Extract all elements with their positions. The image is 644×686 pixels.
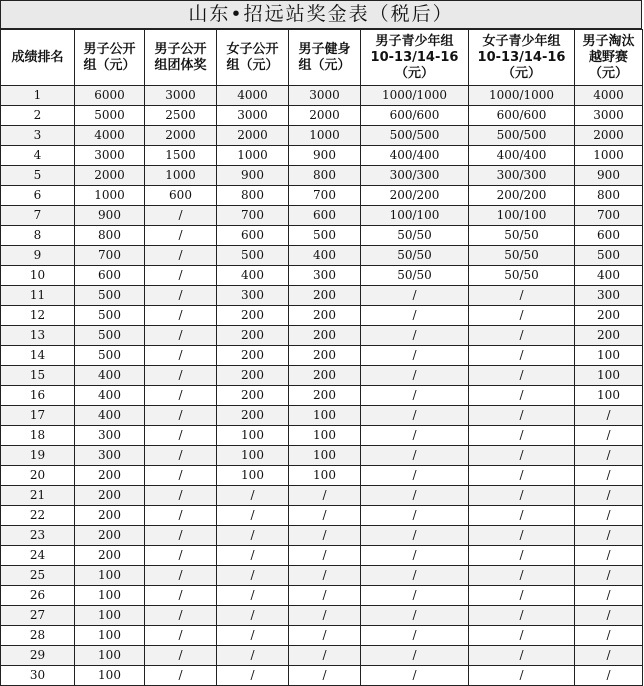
prize-cell: 500/500 [469, 126, 575, 146]
prize-cell: 1000/1000 [361, 86, 469, 106]
prize-cell: / [575, 466, 643, 486]
prize-cell: 6000 [75, 86, 145, 106]
rank-cell: 1 [1, 86, 75, 106]
rank-cell: 19 [1, 446, 75, 466]
table-row [1, 346, 643, 366]
prize-cell: 50/50 [361, 266, 469, 286]
prize-cell: / [361, 426, 469, 446]
prize-cell: 700 [217, 206, 289, 226]
prize-cell: 300/300 [361, 166, 469, 186]
table-row [1, 546, 643, 566]
prize-cell: 200/200 [469, 186, 575, 206]
prize-cell: / [289, 586, 361, 606]
prize-cell: 50/50 [361, 226, 469, 246]
prize-cell: 200 [75, 506, 145, 526]
prize-cell: 100 [75, 666, 145, 686]
prize-cell: 300 [575, 286, 643, 306]
prize-cell: 4000 [75, 126, 145, 146]
prize-cell: 400 [575, 266, 643, 286]
prize-cell: 100 [289, 406, 361, 426]
prize-cell: / [575, 546, 643, 566]
prize-cell: 600 [217, 226, 289, 246]
prize-cell: / [289, 646, 361, 666]
table-row [1, 646, 643, 666]
prize-cell: / [469, 546, 575, 566]
column-header: 女子青少年组 10-13/14-16 （元） [469, 30, 575, 86]
prize-cell: / [469, 506, 575, 526]
rank-cell: 30 [1, 666, 75, 686]
prize-cell: 800 [75, 226, 145, 246]
prize-cell: 200 [289, 366, 361, 386]
prize-cell: / [361, 586, 469, 606]
column-header: 女子公开 组（元） [217, 30, 289, 86]
prize-cell: / [145, 626, 217, 646]
prize-cell: / [289, 546, 361, 566]
prize-cell: 200 [217, 366, 289, 386]
rank-cell: 8 [1, 226, 75, 246]
prize-cell: 400 [75, 366, 145, 386]
prize-cell: 3000 [217, 106, 289, 126]
prize-cell: / [469, 626, 575, 646]
rank-cell: 10 [1, 266, 75, 286]
prize-cell: 100/100 [469, 206, 575, 226]
prize-cell: 100 [575, 366, 643, 386]
prize-cell: 100 [289, 446, 361, 466]
prize-cell: 100 [289, 426, 361, 446]
rank-cell: 14 [1, 346, 75, 366]
prize-cell: 600 [75, 266, 145, 286]
prize-cell: 2000 [575, 126, 643, 146]
page-title: 山东•招远站奖金表（税后） [1, 1, 641, 29]
prize-cell: 800 [289, 166, 361, 186]
prize-cell: 500 [575, 246, 643, 266]
prize-cell: 100 [575, 386, 643, 406]
prize-cell: / [469, 666, 575, 686]
prize-cell: 500 [75, 326, 145, 346]
prize-cell: 500 [75, 306, 145, 326]
prize-cell: / [145, 366, 217, 386]
prize-cell: 100 [75, 606, 145, 626]
prize-cell: / [469, 566, 575, 586]
prize-cell: / [575, 486, 643, 506]
prize-cell: 200 [75, 526, 145, 546]
prize-cell: 50/50 [361, 246, 469, 266]
prize-cell: 2000 [75, 166, 145, 186]
prize-cell: 300 [75, 426, 145, 446]
prize-cell: / [217, 626, 289, 646]
prize-cell: 600 [575, 226, 643, 246]
rank-cell: 6 [1, 186, 75, 206]
prize-cell: / [145, 586, 217, 606]
prize-cell: / [289, 566, 361, 586]
table-row [1, 186, 643, 206]
prize-cell: / [361, 466, 469, 486]
prize-cell: / [469, 366, 575, 386]
rank-cell: 17 [1, 406, 75, 426]
prize-cell: / [289, 506, 361, 526]
prize-cell: 800 [217, 186, 289, 206]
table-body [1, 86, 643, 686]
prize-cell: / [217, 566, 289, 586]
table-row [1, 226, 643, 246]
prize-cell: 400 [289, 246, 361, 266]
prize-cell: / [217, 646, 289, 666]
prize-cell: / [145, 506, 217, 526]
prize-cell: / [361, 666, 469, 686]
prize-cell: 200/200 [361, 186, 469, 206]
prize-cell: / [469, 286, 575, 306]
prize-cell: 1000 [289, 126, 361, 146]
prize-cell: 400 [75, 406, 145, 426]
prize-cell: / [575, 506, 643, 526]
prize-cell: / [361, 526, 469, 546]
prize-cell: / [145, 666, 217, 686]
rank-cell: 29 [1, 646, 75, 666]
column-header: 男子公开 组团体奖 [145, 30, 217, 86]
prize-cell: 700 [75, 246, 145, 266]
rank-cell: 22 [1, 506, 75, 526]
prize-cell: / [145, 326, 217, 346]
table-row [1, 506, 643, 526]
table-row [1, 206, 643, 226]
prize-cell: / [361, 626, 469, 646]
rank-cell: 21 [1, 486, 75, 506]
prize-cell: 500 [289, 226, 361, 246]
prize-cell: 300/300 [469, 166, 575, 186]
prize-cell: 600/600 [361, 106, 469, 126]
prize-cell: / [217, 486, 289, 506]
table-row [1, 86, 643, 106]
table-row [1, 566, 643, 586]
prize-cell: / [469, 446, 575, 466]
prize-cell: / [361, 486, 469, 506]
table-row [1, 446, 643, 466]
prize-cell: / [575, 586, 643, 606]
table-row [1, 606, 643, 626]
rank-cell: 27 [1, 606, 75, 626]
prize-cell: / [145, 266, 217, 286]
prize-cell: / [469, 386, 575, 406]
table-row [1, 366, 643, 386]
prize-cell: / [217, 666, 289, 686]
prize-cell: 100 [75, 646, 145, 666]
prize-cell: / [469, 586, 575, 606]
prize-cell: / [575, 406, 643, 426]
prize-cell: / [145, 546, 217, 566]
table-row [1, 586, 643, 606]
prize-cell: 100 [75, 626, 145, 646]
prize-cell: 50/50 [469, 266, 575, 286]
prize-cell: / [361, 346, 469, 366]
prize-cell: / [145, 346, 217, 366]
prize-cell: / [361, 386, 469, 406]
table-row [1, 386, 643, 406]
prize-cell: / [145, 246, 217, 266]
prize-cell: 500 [217, 246, 289, 266]
rank-cell: 4 [1, 146, 75, 166]
prize-cell: 200 [575, 326, 643, 346]
prize-cell: 900 [575, 166, 643, 186]
prize-cell: 4000 [217, 86, 289, 106]
rank-cell: 7 [1, 206, 75, 226]
prize-cell: / [361, 366, 469, 386]
prize-cell: / [145, 526, 217, 546]
prize-cell: 2500 [145, 106, 217, 126]
prize-cell: / [575, 606, 643, 626]
prize-cell: / [575, 446, 643, 466]
prize-cell: 3000 [289, 86, 361, 106]
prize-cell: / [289, 486, 361, 506]
prize-cell: 1000 [575, 146, 643, 166]
prize-cell: / [145, 226, 217, 246]
rank-cell: 24 [1, 546, 75, 566]
table-row [1, 166, 643, 186]
rank-cell: 2 [1, 106, 75, 126]
prize-cell: / [575, 566, 643, 586]
prize-cell: / [361, 446, 469, 466]
prize-cell: 1000/1000 [469, 86, 575, 106]
rank-cell: 15 [1, 366, 75, 386]
prize-cell: / [145, 386, 217, 406]
prize-cell: / [469, 326, 575, 346]
rank-cell: 23 [1, 526, 75, 546]
prize-cell: 700 [289, 186, 361, 206]
prize-cell: / [469, 606, 575, 626]
prize-cell: 900 [75, 206, 145, 226]
table-row [1, 486, 643, 506]
table-row [1, 146, 643, 166]
prize-cell: 1500 [145, 146, 217, 166]
rank-cell: 18 [1, 426, 75, 446]
table-row [1, 666, 643, 686]
rank-cell: 28 [1, 626, 75, 646]
prize-cell: / [575, 666, 643, 686]
prize-table [0, 29, 643, 686]
prize-cell: / [217, 586, 289, 606]
table-row [1, 126, 643, 146]
prize-cell: 100 [75, 586, 145, 606]
prize-cell: / [469, 486, 575, 506]
prize-cell: / [361, 406, 469, 426]
prize-cell: / [361, 306, 469, 326]
prize-cell: / [289, 526, 361, 546]
table-row [1, 626, 643, 646]
prize-cell: / [289, 666, 361, 686]
prize-cell: / [469, 646, 575, 666]
prize-cell: 600 [289, 206, 361, 226]
rank-cell: 5 [1, 166, 75, 186]
prize-cell: / [145, 446, 217, 466]
prize-cell: / [145, 566, 217, 586]
prize-cell: 2000 [289, 106, 361, 126]
rank-cell: 20 [1, 466, 75, 486]
column-header: 成绩排名 [1, 30, 75, 86]
prize-cell: 100 [217, 466, 289, 486]
prize-cell: 500 [75, 286, 145, 306]
rank-cell: 25 [1, 566, 75, 586]
prize-cell: 200 [289, 386, 361, 406]
prize-cell: 200 [289, 286, 361, 306]
prize-cell: / [217, 546, 289, 566]
prize-cell: / [217, 606, 289, 626]
prize-cell: / [469, 526, 575, 546]
prize-cell: / [575, 526, 643, 546]
table-row [1, 286, 643, 306]
table-row [1, 306, 643, 326]
column-header: 男子青少年组 10-13/14-16 （元） [361, 30, 469, 86]
prize-cell: / [145, 426, 217, 446]
prize-cell: / [145, 606, 217, 626]
prize-cell: / [145, 206, 217, 226]
prize-cell: / [217, 506, 289, 526]
prize-cell: / [217, 526, 289, 546]
prize-cell: 800 [575, 186, 643, 206]
rank-cell: 26 [1, 586, 75, 606]
prize-cell: 300 [217, 286, 289, 306]
prize-cell: 500 [75, 346, 145, 366]
table-row [1, 246, 643, 266]
prize-cell: 200 [75, 466, 145, 486]
prize-cell: 50/50 [469, 226, 575, 246]
prize-cell: 2000 [217, 126, 289, 146]
prize-cell: 900 [289, 146, 361, 166]
prize-cell: / [289, 606, 361, 626]
prize-cell: 200 [217, 306, 289, 326]
prize-cell: 200 [217, 386, 289, 406]
prize-cell: 200 [289, 306, 361, 326]
prize-cell: 500/500 [361, 126, 469, 146]
rank-cell: 16 [1, 386, 75, 406]
prize-cell: 4000 [575, 86, 643, 106]
prize-cell: 200 [575, 306, 643, 326]
column-header: 男子公开 组（元） [75, 30, 145, 86]
column-header: 男子健身 组（元） [289, 30, 361, 86]
table-row [1, 326, 643, 346]
prize-cell: 3000 [575, 106, 643, 126]
prize-cell: / [145, 306, 217, 326]
rank-cell: 11 [1, 286, 75, 306]
prize-cell: 400 [75, 386, 145, 406]
table-row [1, 426, 643, 446]
table-row [1, 526, 643, 546]
prize-cell: / [361, 506, 469, 526]
rank-cell: 12 [1, 306, 75, 326]
prize-cell: / [145, 486, 217, 506]
prize-cell: 100 [75, 566, 145, 586]
column-header: 男子淘汰 越野赛 （元） [575, 30, 643, 86]
prize-cell: 50/50 [469, 246, 575, 266]
prize-cell: 300 [75, 446, 145, 466]
prize-cell: 3000 [145, 86, 217, 106]
prize-cell: / [361, 286, 469, 306]
prize-cell: 200 [217, 406, 289, 426]
prize-cell: 700 [575, 206, 643, 226]
prize-cell: / [145, 286, 217, 306]
prize-cell: 1000 [217, 146, 289, 166]
prize-cell: 600 [145, 186, 217, 206]
rank-cell: 9 [1, 246, 75, 266]
prize-cell: 400/400 [361, 146, 469, 166]
prize-cell: / [575, 426, 643, 446]
table-row [1, 406, 643, 426]
prize-cell: / [145, 466, 217, 486]
prize-cell: / [289, 626, 361, 646]
prize-cell: / [575, 626, 643, 646]
prize-cell: 1000 [145, 166, 217, 186]
rank-cell: 3 [1, 126, 75, 146]
prize-cell: / [469, 466, 575, 486]
rank-cell: 13 [1, 326, 75, 346]
prize-cell: 100 [217, 426, 289, 446]
prize-cell: / [145, 646, 217, 666]
table-header-row [1, 30, 643, 86]
prize-cell: 900 [217, 166, 289, 186]
prize-cell: 400/400 [469, 146, 575, 166]
prize-cell: / [575, 646, 643, 666]
prize-cell: / [361, 546, 469, 566]
prize-cell: 400 [217, 266, 289, 286]
prize-cell: 100 [575, 346, 643, 366]
prize-cell: / [469, 346, 575, 366]
prize-cell: 3000 [75, 146, 145, 166]
prize-cell: / [145, 406, 217, 426]
prize-cell: / [361, 566, 469, 586]
prize-cell: 200 [75, 546, 145, 566]
prize-cell: 2000 [145, 126, 217, 146]
table-row [1, 466, 643, 486]
prize-cell: / [469, 306, 575, 326]
prize-cell: 100 [217, 446, 289, 466]
prize-cell: 200 [289, 346, 361, 366]
prize-cell: 100/100 [361, 206, 469, 226]
table-row [1, 266, 643, 286]
prize-cell: / [469, 426, 575, 446]
prize-cell: 200 [75, 486, 145, 506]
prize-cell: / [361, 646, 469, 666]
prize-cell: 600/600 [469, 106, 575, 126]
prize-cell: 200 [217, 346, 289, 366]
prize-cell: 100 [289, 466, 361, 486]
prize-cell: / [469, 406, 575, 426]
prize-cell: 300 [289, 266, 361, 286]
prize-cell: / [361, 606, 469, 626]
prize-cell: 1000 [75, 186, 145, 206]
prize-cell: 5000 [75, 106, 145, 126]
prize-cell: / [361, 326, 469, 346]
prize-cell: 200 [217, 326, 289, 346]
table-row [1, 106, 643, 126]
prize-cell: 200 [289, 326, 361, 346]
